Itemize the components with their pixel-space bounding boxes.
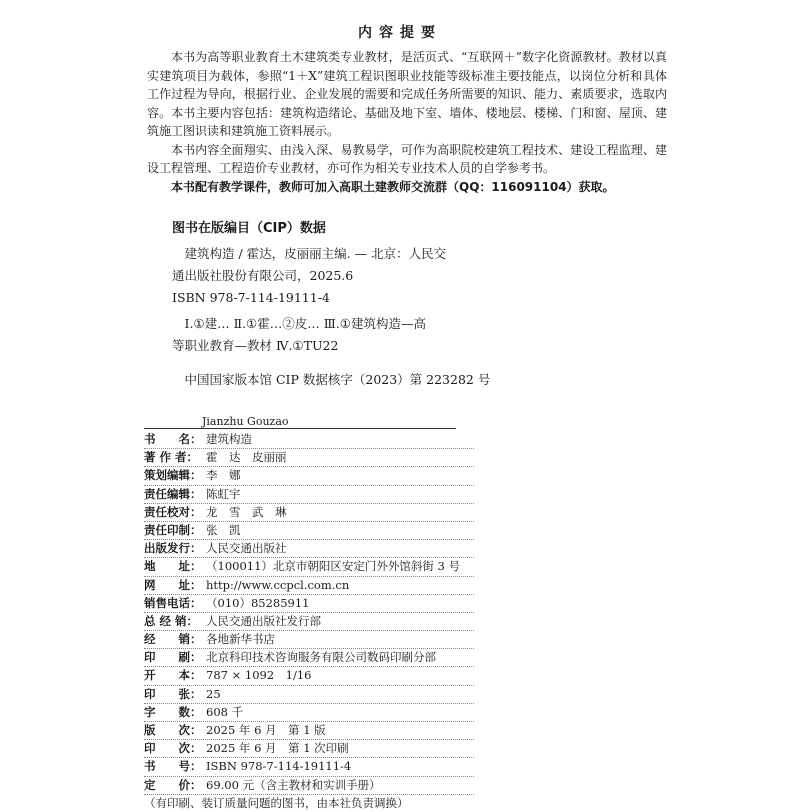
publication-value: 787 × 1092 1/16 [206, 668, 312, 683]
publication-value: ISBN 978-7-114-19111-4 [206, 759, 352, 774]
publication-label: 定 价： [144, 777, 202, 792]
cip-classification [172, 313, 512, 357]
summary-section [147, 48, 667, 196]
publication-label: 书 号： [144, 759, 202, 774]
publication-label: 印 次： [144, 741, 202, 756]
publication-row [144, 667, 474, 685]
publication-label: 网 址： [144, 577, 202, 592]
publication-label: 出版发行： [144, 541, 202, 556]
publication-row [144, 686, 474, 704]
publication-row [144, 595, 474, 613]
cip-record [172, 243, 512, 309]
publication-label: 书 名： [144, 432, 202, 446]
publication-label: 印 刷： [144, 650, 202, 665]
quality-note: （有印刷、装订质量问题的图书，由本社负责调换） [144, 795, 409, 810]
cip-line: 建筑构造 / 霍达，皮丽丽主编. — 北京：人民交 [184, 246, 447, 261]
publication-row [144, 486, 474, 504]
publication-row [144, 504, 474, 522]
publication-value: 张 凯 [206, 522, 241, 537]
cip-heading: 图书在版编目（CIP）数据 [172, 221, 326, 236]
publication-value: 各地新华书店 [206, 632, 275, 647]
cip-isbn: ISBN 978-7-114-19111-4 [172, 290, 330, 305]
publication-value: 25 [206, 686, 221, 701]
divider [144, 428, 456, 429]
publication-label: 经 销： [144, 632, 202, 647]
cip-class-line: Ⅰ.①建… Ⅱ.①霍…②皮… Ⅲ.①建筑构造—高 [184, 316, 426, 331]
publication-row [144, 740, 474, 758]
publication-row [144, 704, 474, 722]
publication-label: 销售电话： [144, 595, 202, 610]
publication-value: 2025 年 6 月 第 1 次印刷 [206, 741, 349, 756]
publication-row [144, 631, 474, 649]
publication-label: 印 张： [144, 686, 202, 701]
publication-value: 建筑构造 [206, 432, 252, 446]
publication-value: 2025 年 6 月 第 1 版 [206, 723, 326, 737]
publication-label: 总 经 销： [144, 613, 199, 628]
publication-row [144, 722, 474, 740]
publication-label: 字 数： [144, 704, 202, 719]
publication-row [144, 577, 474, 595]
publication-details [144, 431, 474, 812]
publication-value: 龙 雪 武 琳 [206, 504, 287, 519]
publication-value: 北京科印技术咨询服务有限公司数码印刷分部 [206, 650, 436, 665]
publication-value: http://www.ccpcl.com.cn [206, 577, 350, 592]
publication-row [144, 431, 474, 449]
page-title: 内容提要 [358, 25, 442, 41]
publication-label: 地 址： [144, 559, 202, 574]
publication-value: 李 娜 [206, 468, 241, 483]
publication-value: （010）85285911 [206, 595, 310, 610]
publication-row [144, 558, 474, 576]
cip-class-line: 等职业教育—教材 Ⅳ.①TU22 [172, 338, 339, 353]
publication-row [144, 649, 474, 667]
publication-row [144, 522, 474, 540]
publication-value: （100011）北京市朝阳区安定门外外馆斜街 3 号 [206, 559, 461, 574]
summary-courseware-note: 本书配有教学课件，教师可加入高职土建教师交流群（QQ：116091104）获取。 [171, 179, 615, 194]
cip-approval [172, 369, 512, 391]
cip-line: 通出版社股份有限公司，2025.6 [172, 268, 354, 283]
publication-label: 责任编辑： [144, 486, 202, 501]
book-title-pinyin: Jianzhu Gouzao [202, 415, 289, 428]
publication-row [144, 449, 474, 467]
publication-value: 69.00 元（含主教材和实训手册） [206, 777, 381, 792]
publication-row [144, 758, 474, 776]
cip-approval-number: 中国国家版本馆 CIP 数据核字（2023）第 223282 号 [184, 372, 491, 387]
publication-label: 著 作 者： [144, 450, 199, 465]
summary-paragraph: 本书为高等职业教育土木建筑类专业教材，是活页式、“互联网＋”数字化资源教材。教材以真实建筑项目为载体，参照“1＋X”建筑工程识图职业技能等级标准主要技能点，以岗位分析和具体工作过程为导向，根据行业、企业发展的需要和完成任务所需要的知识、能力、素质要求，选取内容。本书主要内容包括：建筑构造绪论、基础及地下室、墙体、楼地层、楼梯、门和窗、屋顶、建筑施工图识读和建筑施工资料展示。 [147, 50, 667, 138]
summary-paragraph: 本书内容全面翔实、由浅入深、易教易学，可作为高职院校建筑工程技术、建设工程监理、建设工程管理、工程造价专业教材，亦可作为相关专业技术人员的自学参考书。 [147, 142, 667, 175]
publication-value: 陈虹宇 [206, 486, 241, 501]
publication-label: 责任校对： [144, 504, 202, 519]
publication-row [144, 777, 474, 795]
publication-row [144, 613, 474, 631]
publication-label: 开 本： [144, 668, 202, 683]
publication-label: 责任印制： [144, 522, 202, 537]
publication-value: 人民交通出版社 [206, 541, 287, 556]
publication-row [144, 540, 474, 558]
publication-value: 霍 达 皮丽丽 [206, 450, 287, 465]
publication-row [144, 467, 474, 485]
publication-label: 策划编辑： [144, 468, 202, 483]
publication-value: 人民交通出版社发行部 [206, 613, 321, 628]
publication-value: 608 千 [206, 704, 244, 719]
publication-label: 版 次： [144, 723, 202, 737]
